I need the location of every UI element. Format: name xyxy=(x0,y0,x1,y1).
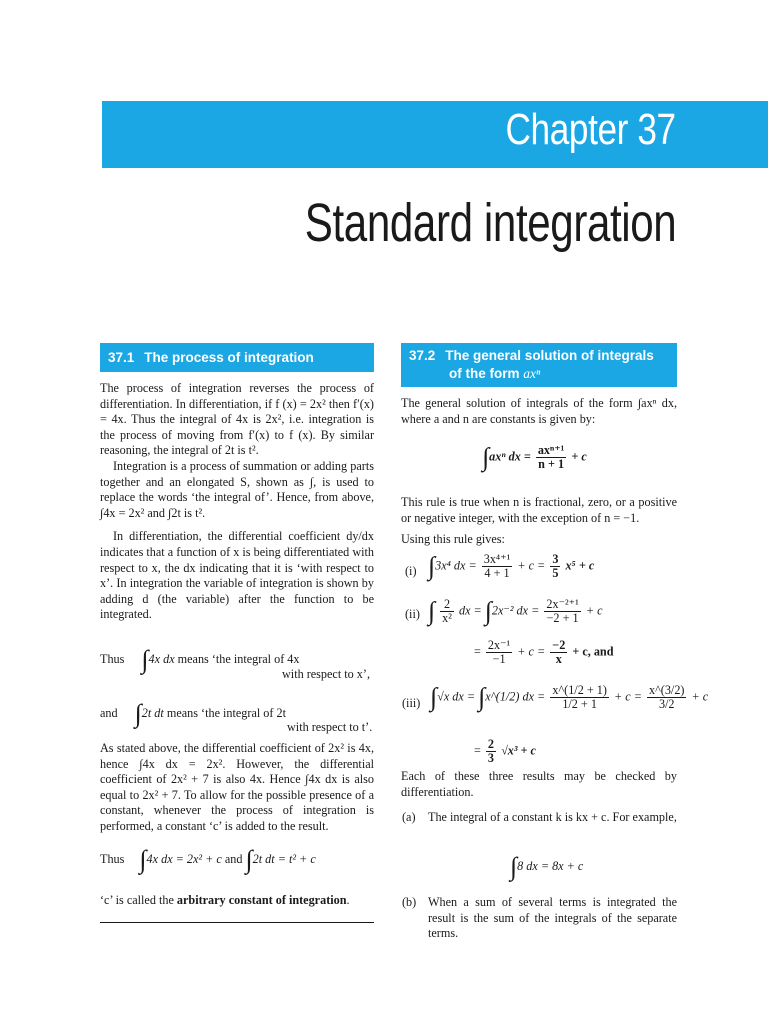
general-formula xyxy=(482,444,587,471)
expression: 4x dx xyxy=(148,652,175,666)
section-title: The process of integration xyxy=(144,350,314,365)
example-ii-line1: ∫ $\frac{2}{\text{x²}}$ dx = ∫2x⁻² dx = $\frac{\text{2x⁻²⁺¹}}{-2 + 1}$ + c xyxy=(428,596,603,626)
expression: 4x dx = 2x² + c xyxy=(146,852,222,866)
thus-label: Thus xyxy=(100,652,125,666)
integral-sign-icon: ∫ xyxy=(484,596,492,626)
meaning-text: means ‘the integral of 2t xyxy=(166,706,286,720)
fraction: $\frac{-2}{x}$ xyxy=(552,638,566,666)
integral-sign-icon: ∫ xyxy=(428,596,436,626)
paragraph: The process of integration reverses the process of differentiation. In differentiation, if f (x) = 2x² then f′(x) = 4x. Thus the integral of 4x is 2x², i.e. integration is the process of moving from f′(x) to f (x). By similar reasoning, the integral of 2t is t². xyxy=(100,381,374,458)
paragraph: Each of these three results may be checked by differentiation. xyxy=(401,769,677,799)
fraction: $\frac{2}{3}$ xyxy=(487,737,495,765)
example-integral-2t xyxy=(100,699,286,729)
fraction: $\frac{\text{3x⁴⁺¹}}{4 + 1}$ xyxy=(483,552,511,580)
paragraph: Using this rule gives: xyxy=(401,532,505,547)
and-label: and xyxy=(100,706,118,720)
section-heading-37-1 xyxy=(100,343,374,372)
list-item-b: When a sum of several terms is integrated the result is the sum of the integrals of the separate terms. xyxy=(428,895,677,941)
chapter-label: Chapter 37 xyxy=(505,105,676,154)
fraction: $\frac{2}{\text{x²}}$ xyxy=(442,597,452,625)
section-37-2-check xyxy=(401,769,677,800)
text: ‘c’ is called the xyxy=(100,893,174,907)
integral-sign-icon: ∫ xyxy=(141,645,149,675)
section-37-2-intro xyxy=(401,396,677,427)
formula-tail: + c xyxy=(571,449,587,464)
fraction: $\frac{x\^{}(3/2)}{3/2}$ xyxy=(648,683,685,711)
integral-sign-icon: ∫ xyxy=(510,852,518,882)
meaning-text: means ‘the integral of 4x xyxy=(177,652,300,666)
paragraph: Integration is a process of summation or adding parts together and an elongated S, shown as ∫, is used to replace the words ‘the integral of’. Hence, from above, ∫4x = 2x² and ∫2t is t². xyxy=(100,458,374,520)
paragraph: The general solution of integrals of the form ∫axⁿ dx, where a and n are constants is given by: xyxy=(401,396,677,426)
thus-label: Thus xyxy=(100,852,125,866)
example-label: (ii) xyxy=(405,607,420,621)
column-rule xyxy=(100,922,374,923)
fraction: $\frac{\text{axⁿ⁺¹}}{n + 1}$ xyxy=(537,443,565,471)
list-label: (b) xyxy=(402,895,417,909)
example-i: ∫3x⁴ dx = $\frac{\text{3x⁴⁺¹}}{4 + 1}$ + c = $\frac{3}{5}$ x⁵ + c xyxy=(428,551,595,581)
formula-lhs: axⁿ dx = xyxy=(489,449,531,464)
paragraph: As stated above, the differential coefficient of 2x² is 4x, hence ∫4x dx = 2x². However, the differential coefficient of 2x² + 7 is also 4x. Hence ∫4x dx is also equal to 2x² + 7. To allow for the possible presence of a constant, whenever the process of integration is performed, a constant ‘c’ is added to the result. xyxy=(100,741,374,833)
section-title-line2: of the form xyxy=(449,366,520,381)
and-label: and xyxy=(224,852,243,866)
section-37-1-body xyxy=(100,381,374,623)
integral-sign-icon: ∫ xyxy=(482,442,490,472)
list-label: (a) xyxy=(402,810,416,824)
section-37-2-body xyxy=(401,495,677,548)
fraction: $\frac{\text{2x⁻²⁺¹}}{-2 + 1}$ xyxy=(546,597,579,625)
integral-sign-icon: ∫ xyxy=(428,551,436,581)
paragraph: This rule is true when n is fractional, zero, or a positive or negative integer, with the exception of n = −1. xyxy=(401,495,677,525)
example-label: (i) xyxy=(405,564,417,578)
paragraph: In differentiation, the differential coefficient dy/dx indicates that a function of x is being differentiated with respect to x, the dx indicating that it is ‘with respect to x’. In integration the variable of integration is shown by adding d (the variable) after the function to be integrated. xyxy=(100,529,374,622)
section-37-1-body-2 xyxy=(100,741,374,835)
section-heading-37-2 xyxy=(401,343,677,387)
arbitrary-constant-line xyxy=(100,893,350,908)
list-item-a: The integral of a constant k is kx + c. For example, xyxy=(428,810,677,824)
fraction: $\frac{3}{5}$ xyxy=(552,552,559,580)
integral-sign-icon: ∫ xyxy=(430,682,438,712)
example-iii-line2: = $\frac{2}{3}$ √x³ + c xyxy=(474,737,536,765)
section-title-line1: The general solution of integrals xyxy=(445,348,654,363)
section-title-var: axⁿ xyxy=(523,366,541,381)
section-number: 37.1 xyxy=(108,350,135,365)
integral-sign-icon: ∫ xyxy=(139,845,147,875)
expression: 2t dt xyxy=(141,706,164,720)
integral-sign-icon: ∫ xyxy=(478,682,486,712)
example-label: (iii) xyxy=(402,696,421,710)
integral-sign-icon: ∫ xyxy=(245,845,253,875)
fraction: $\frac{x\^{}(1/2 + 1)}{1/2 + 1}$ xyxy=(552,683,607,711)
example-wrt-x: with respect to x’, xyxy=(282,667,370,681)
thus-constant-line xyxy=(100,845,316,875)
chapter-band xyxy=(102,101,768,168)
example-iii-line1: ∫√x dx = ∫x^(1/2) dx = $\frac{x\^{}(1/2 + 1)}{1/2 + 1}$ + c = $\frac{x\^{}(3/2)}{3/2}$ + c xyxy=(430,682,709,712)
section-number: 37.2 xyxy=(409,348,436,363)
fraction: $\frac{\text{2x⁻¹}}{-1}$ xyxy=(487,638,511,666)
chapter-title: Standard integration xyxy=(304,193,676,253)
integral-sign-icon: ∫ xyxy=(134,699,142,729)
example-wrt-t: with respect to t’. xyxy=(287,720,373,734)
expression: 2t dt = t² + c xyxy=(252,852,316,866)
text: . xyxy=(346,893,350,907)
example-ii-line2: = $\frac{\text{2x⁻¹}}{-1}$ + c = $\frac{-2}{x}$ + c, and xyxy=(474,638,614,666)
bold-term: arbitrary constant of integration xyxy=(176,893,347,907)
constant-example: ∫8 dx = 8x + c xyxy=(510,852,584,882)
